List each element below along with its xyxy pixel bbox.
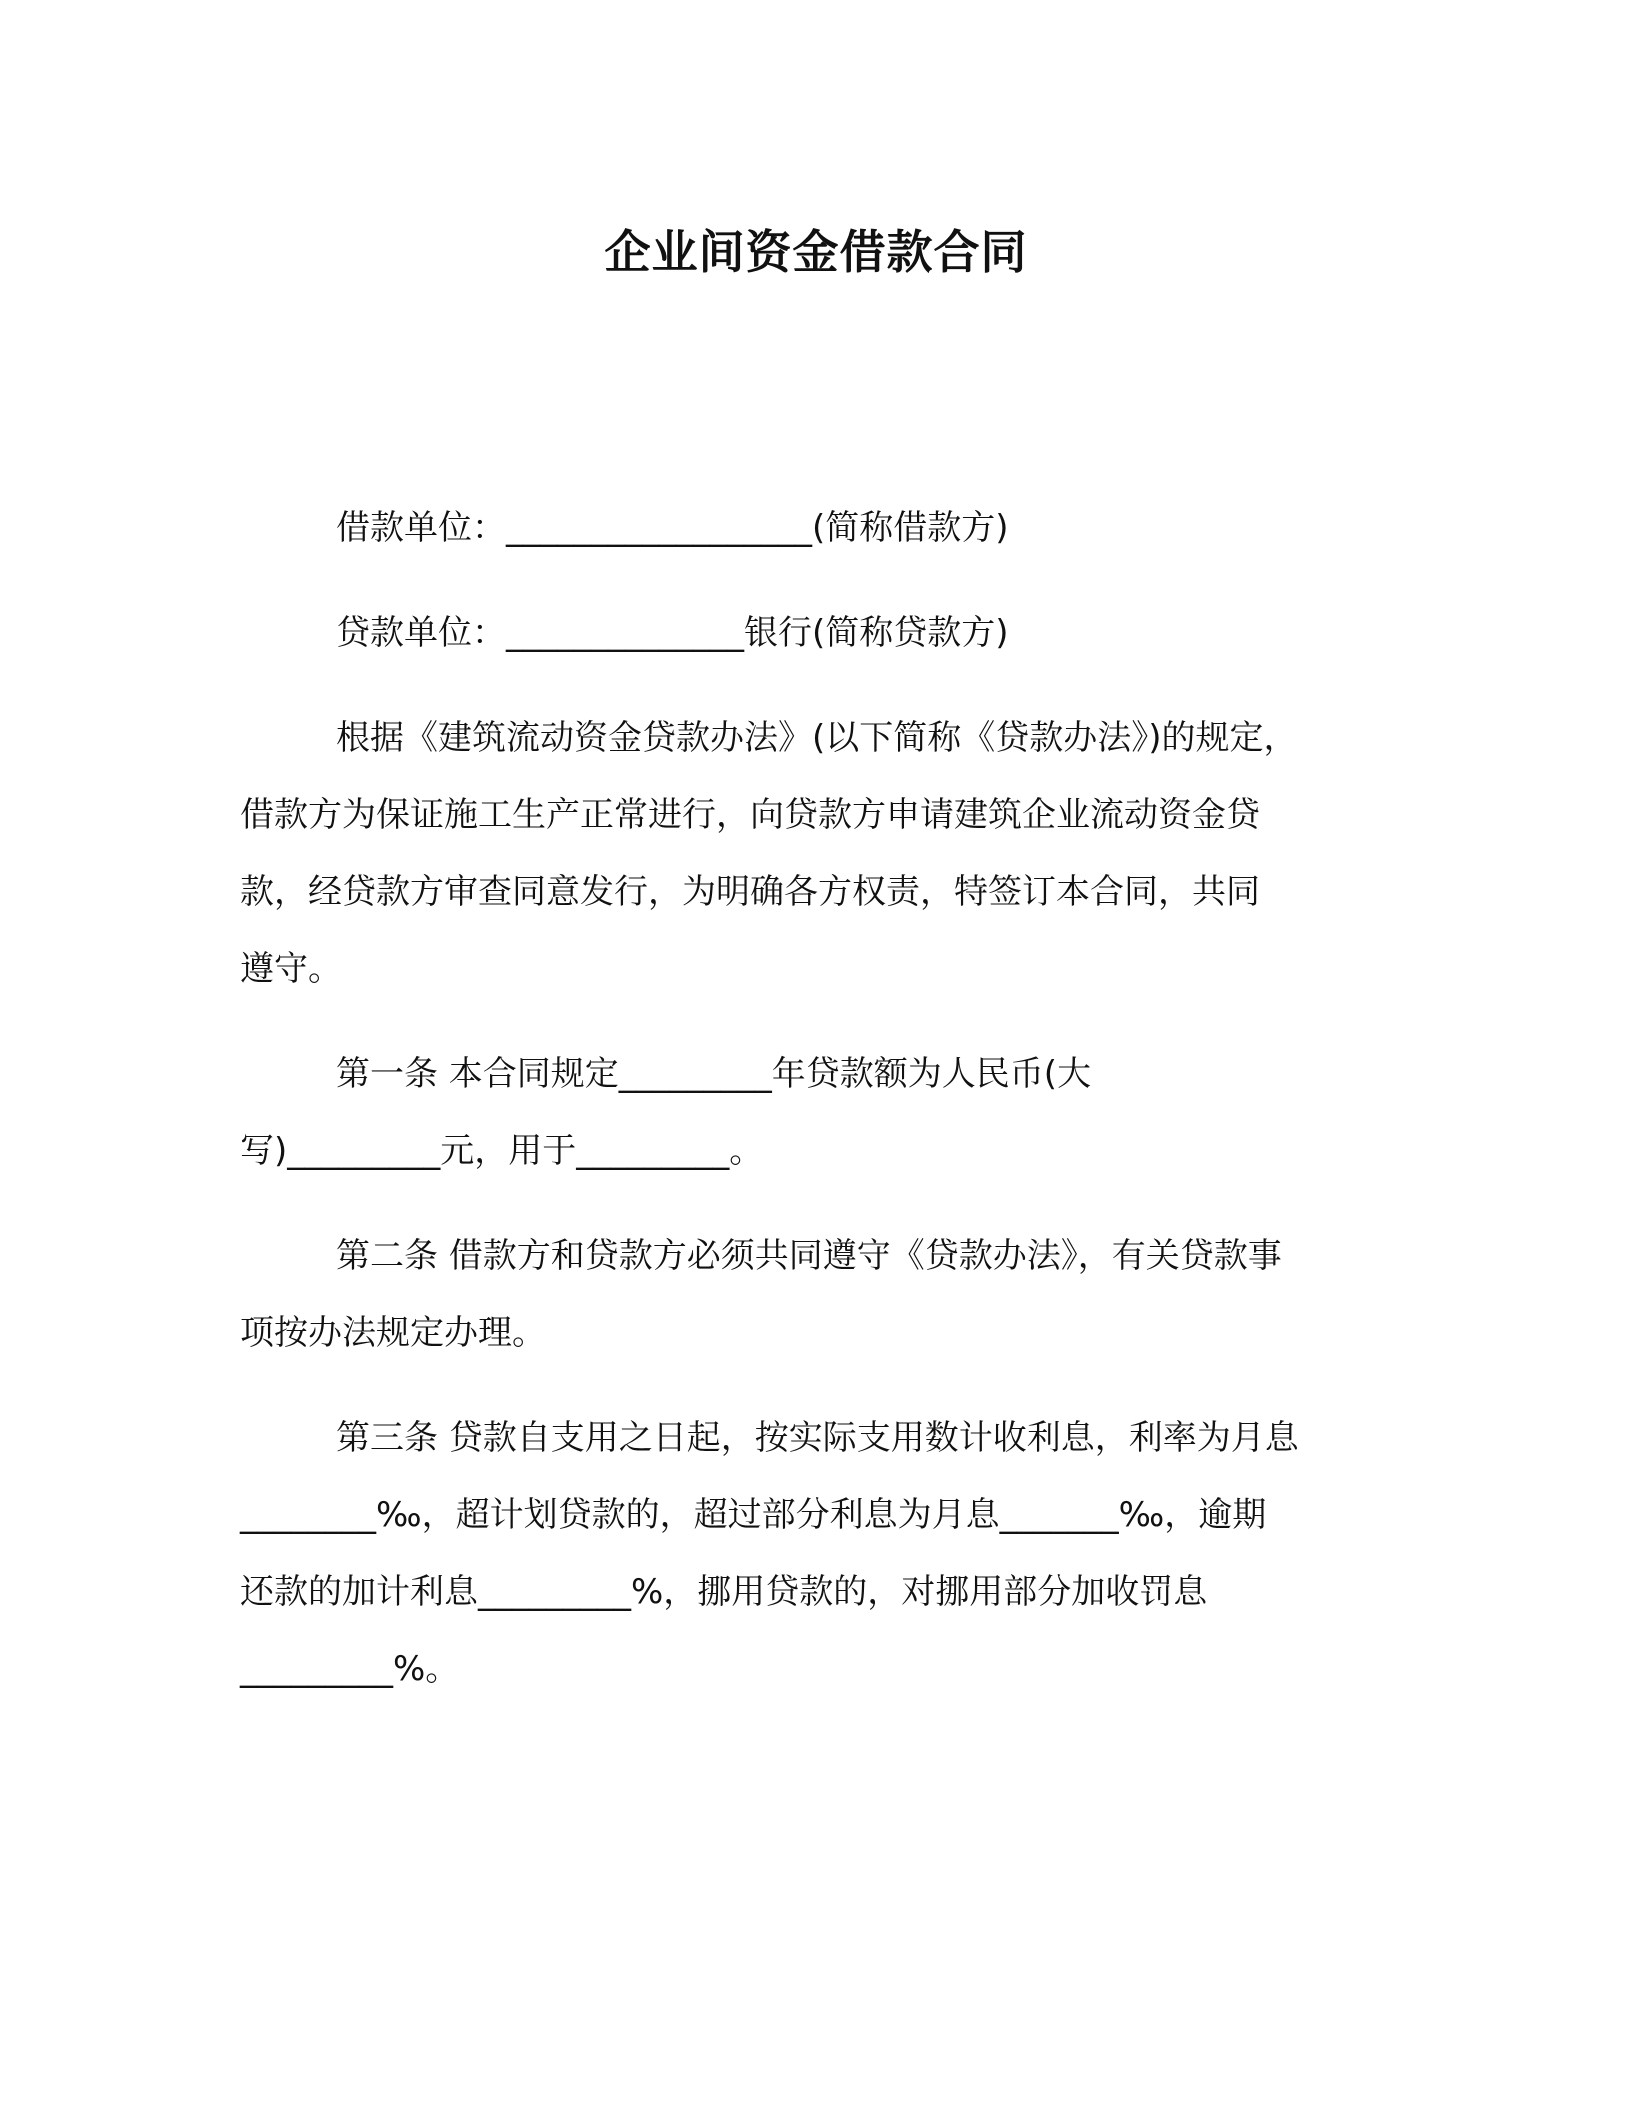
- borrower-line: 借款单位：__________________(简称借款方): [336, 508, 1009, 548]
- article-3-line: ________‰，超计划贷款的，超过部分利息为月息_______‰，逾期: [240, 1495, 1267, 1535]
- preamble-paragraph: [240, 700, 1390, 1008]
- article-1-line: 第一条 本合同规定_________年贷款额为人民币(大: [336, 1054, 1092, 1094]
- article-2: [240, 1218, 1390, 1372]
- article-2-line: 项按办法规定办理。: [240, 1313, 546, 1353]
- article-1: [240, 1036, 1390, 1190]
- article-2-line: 第二条 借款方和贷款方必须共同遵守《贷款办法》，有关贷款事: [336, 1236, 1282, 1276]
- lender-line: 贷款单位：______________银行(简称贷款方): [336, 613, 1009, 653]
- article-3-line: _________%。: [240, 1649, 460, 1689]
- article-3-line: 第三条 贷款自支用之日起，按实际支用数计收利息，利率为月息: [336, 1418, 1299, 1458]
- article-3: [240, 1400, 1390, 1708]
- article-1-line: 写)_________元，用于_________。: [240, 1131, 764, 1171]
- article-3-line: 还款的加计利息_________%，挪用贷款的，对挪用部分加收罚息: [240, 1572, 1208, 1612]
- preamble-line: 借款方为保证施工生产正常进行，向贷款方申请建筑企业流动资金贷: [240, 795, 1260, 835]
- document-body: [240, 490, 1390, 1736]
- preamble-line: 款，经贷款方审查同意发行，为明确各方权责，特签订本合同，共同: [240, 872, 1260, 912]
- document-title: 企业间资金借款合同: [604, 225, 1028, 279]
- preamble-line: 遵守。: [240, 949, 342, 989]
- preamble-line: 根据《建筑流动资金贷款办法》(以下简称《贷款办法》)的规定，: [336, 718, 1298, 758]
